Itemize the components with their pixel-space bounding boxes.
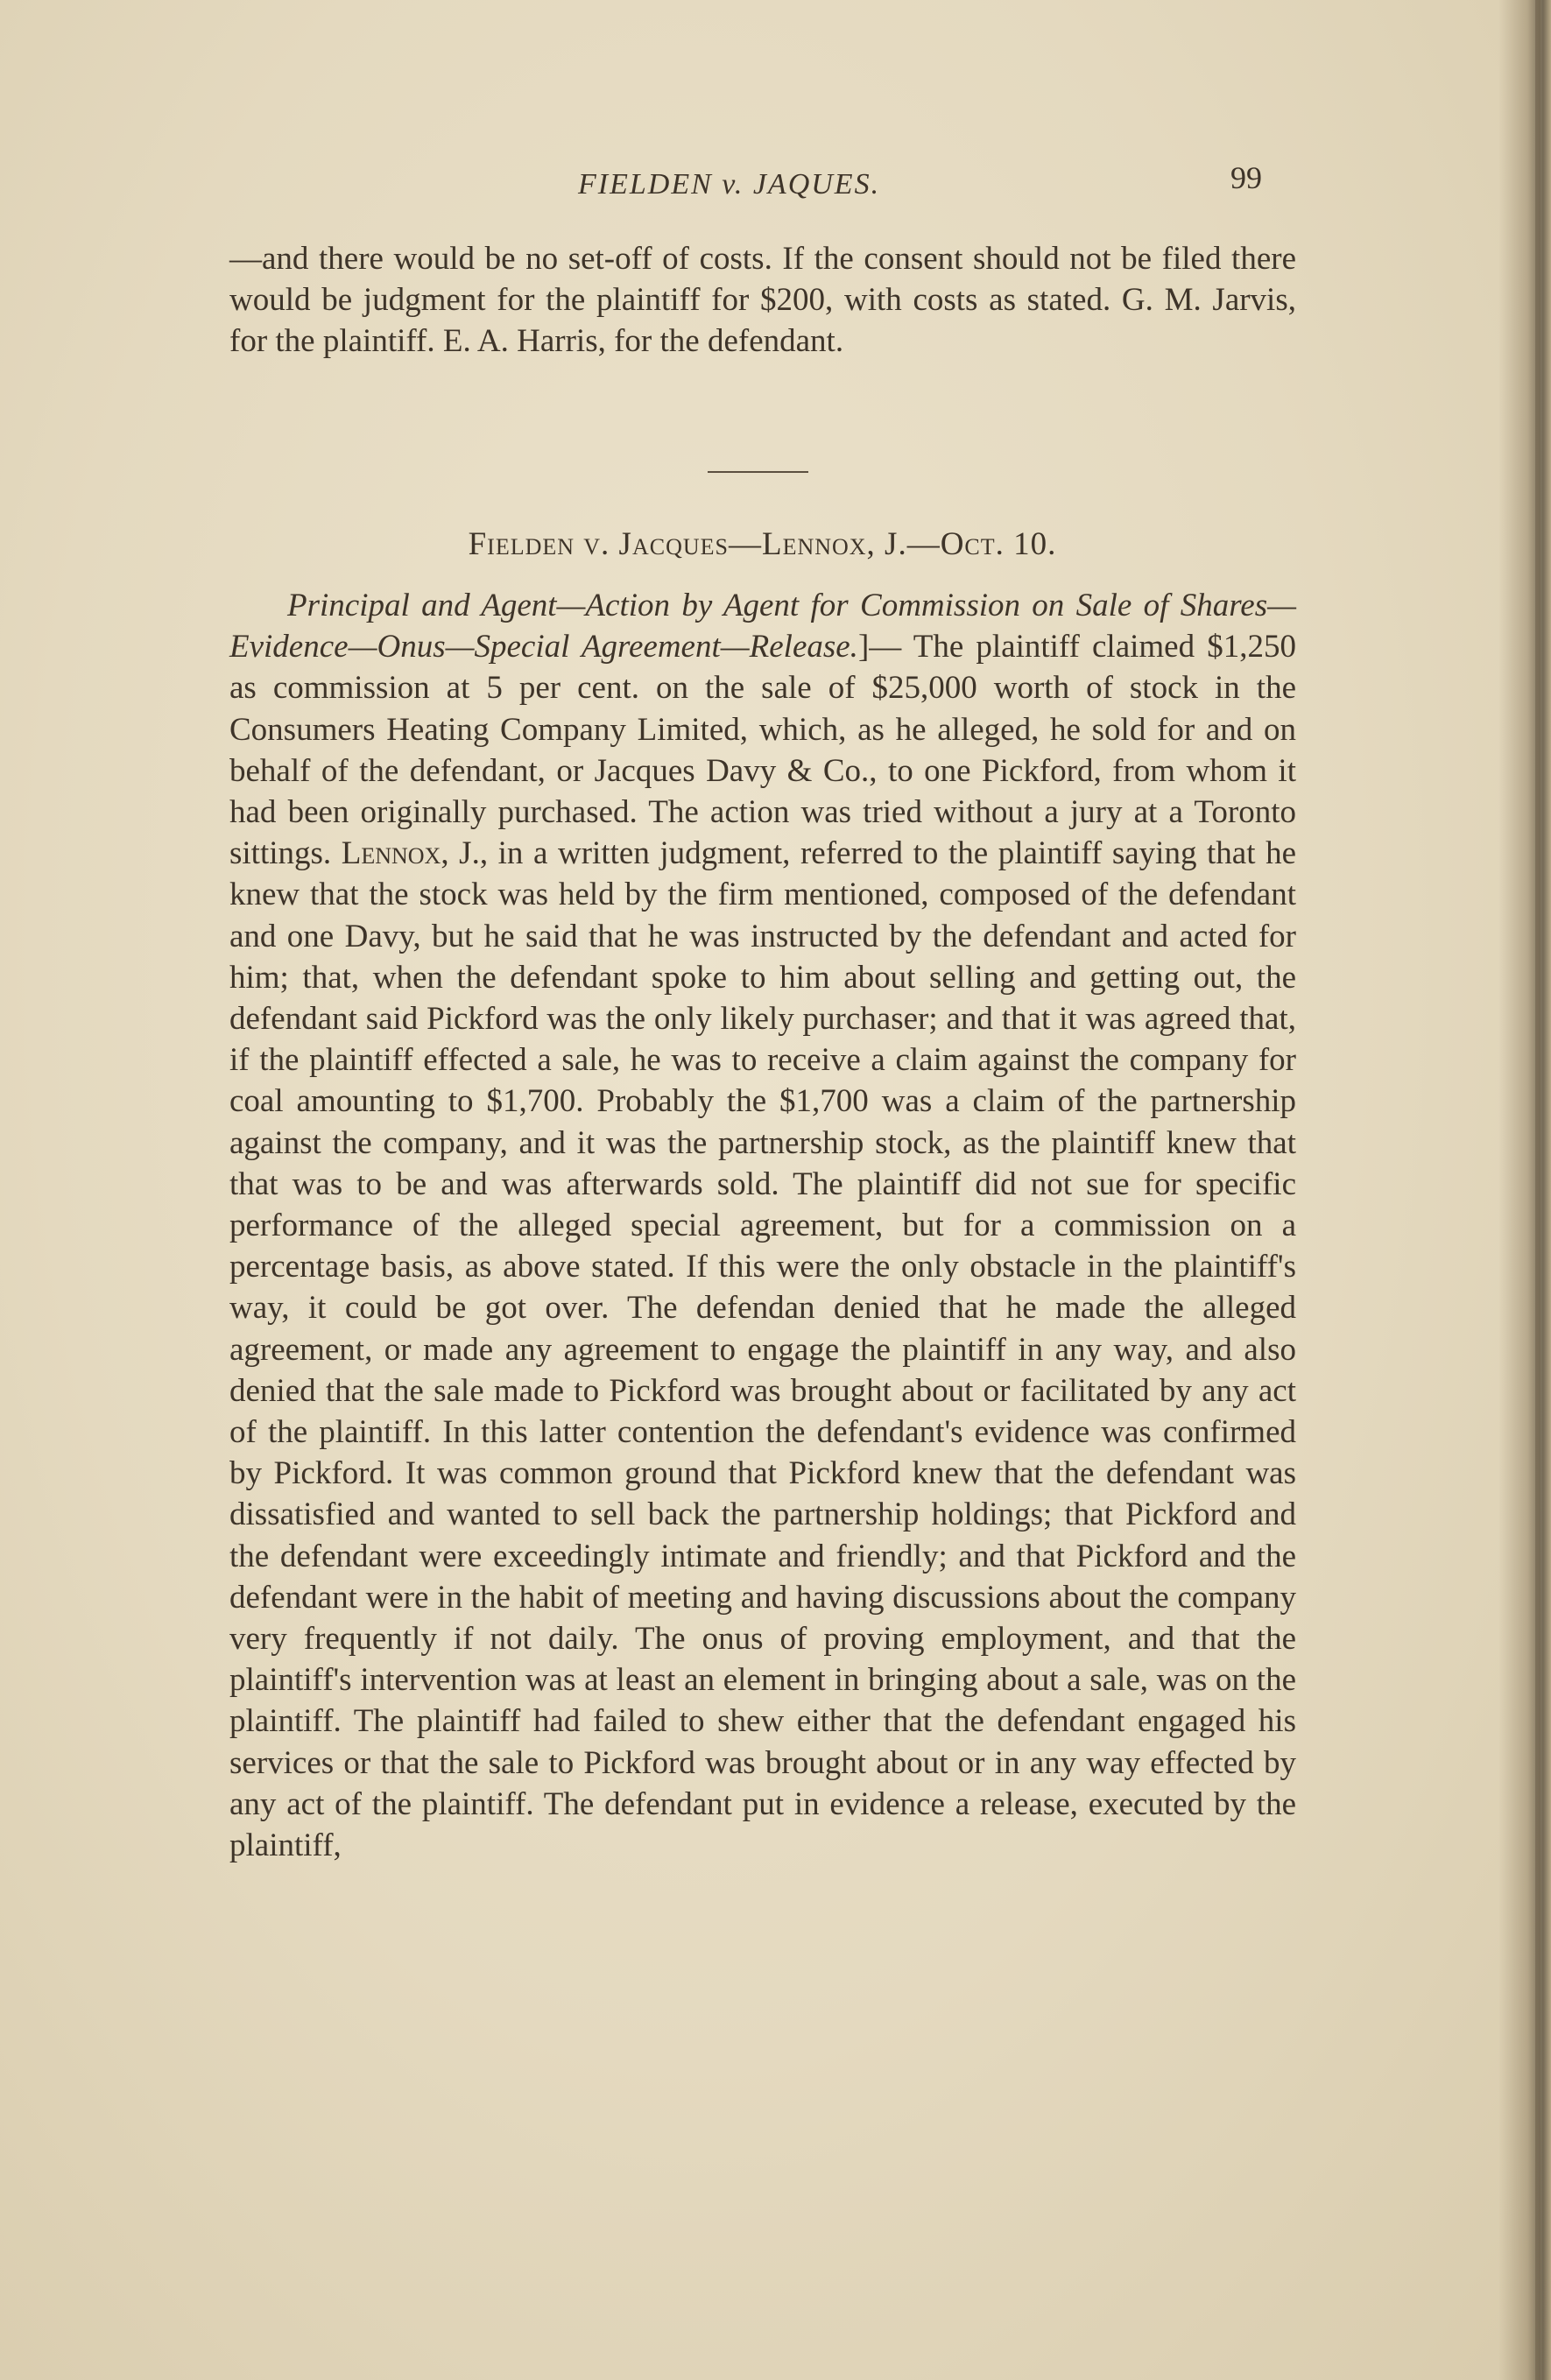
page-number: 99 <box>1230 160 1262 195</box>
headnote: Principal and Agent—Action by Agent for Commission on Sale of Shares—Evidence—Onus—Special Agreement—Release. <box>229 588 1296 665</box>
page-header <box>0 159 1551 212</box>
headnote-close: ]— <box>857 629 902 665</box>
case-body-part2: , in a written judgment, referred to the plaintiff saying that he knew that the stock was held by the firm mentioned, composed of the defendant and one Davy, but he said that he was instructed by the defendant and acted for him; that, when the defendant spoke to him about selling and getting out, the defendant said Pickford was the only likely purchaser; and that it was agreed that, if the plaintiff effected a sale, he was to receive a claim against the company for coal amounting to $1,700. Probably the $1,700 was a claim of the partnership against the company, and it was the partnership stock, as the plaintiff knew that that was to be and was afterwards sold. The plaintiff did not sue for specific performance of the alleged special agreement, but for a commission on a percentage basis, as above stated. If this were the only obstacle in the plaintiff's way, it could be got over. The defendan denied that he made the alleged agreement, or made any agreement to engage the plaintiff in any way, and also denied that the sale made to Pickford was brought about or facilitated by any act of the plaintiff. In this latter contention the defendant's evidence was confirmed by Pickford. It was common ground that Pickford knew that the defendant was dissatisfied and wanted to sell back the partnership holdings; that Pickford and the defendant were exceedingly intimate and friendly; and that Pickford and the defendant were in the habit of meeting and having discussions about the company very frequently if not daily. The onus of proving employment, and that the plaintiff's intervention was at least an element in bringing about a sale, was on the plaintiff. The plaintiff had failed to shew either that the defendant engaged his services or that the sale to Pickford was brought about or in any way effected by any act of the plaintiff. The defendant put in evidence a release, executed by the plaintiff, <box>229 835 1296 1864</box>
case-body-part1: The plaintiff claimed $1,250 as commission at 5 per cent. on the sale of $25,000 worth of stock in the Consumers Heating Company Limited, which, as he alleged, he sold for and on behalf of the defendant, or Jacques Davy & Co., to one Pickford, from whom it had been originally purchased. The action was tried without a jury at a Toronto sittings. <box>229 629 1296 872</box>
case-heading <box>0 525 1551 563</box>
case-heading-text: Fielden v. Jacques—Lennox, J.—Oct. 10. <box>468 526 1057 562</box>
section-divider <box>708 471 808 473</box>
case-report-paragraph <box>229 585 1296 1866</box>
judge-name: Lennox, J. <box>341 835 480 872</box>
spine-edge <box>1535 0 1540 2380</box>
spine-shadow <box>1498 0 1551 2380</box>
continuation-paragraph: —and there would be no set-off of costs. If the consent should not be filed there would be judgment for the plaintiff for $200, with costs as stated. G. M. Jarvis, for the plaintiff. E. A. Harris, for the defendant. <box>229 241 1296 360</box>
running-head: FIELDEN v. JAQUES. <box>578 168 881 201</box>
